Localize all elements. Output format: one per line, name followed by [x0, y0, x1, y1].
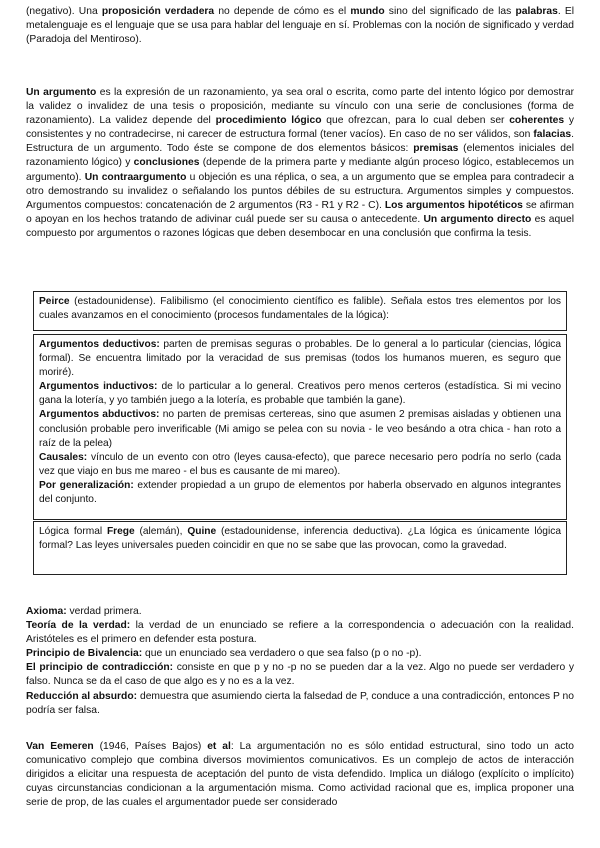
truth-theory-definition: Teoría de la verdad: la verdad de un enunciado se refiere a la correspondencia o adecuación con la realidad. Aristóteles es el primero en defender esta postura.: [26, 620, 574, 646]
peirce-box: [33, 291, 567, 331]
inductive-item: Argumentos inductivos: de lo particular a lo general. Creativos pero menos certeros (estadística. Si mi vecino gana la lotería, y yo también juego a la lotería, es probable que también la gane).: [39, 381, 561, 407]
van-eemeren-paragraph: [26, 740, 574, 810]
bivalence-definition: Principio de Bivalencia: que un enunciado sea verdadero o que sea falso (p o no -p).: [26, 648, 422, 660]
peirce-text: Peirce (estadounidense). Falibilismo (el conocimiento científico es falible). Señala estos tres elementos por los cuales avanzamos en el conocimiento (procesos fundamentales de la lógica):: [39, 296, 561, 322]
formal-logic-text: Lógica formal Frege (alemán), Quine (estadounidense, inferencia deductiva). ¿La lógica es únicamente lógica formal? Las leyes universales pueden coincidir en que no se sabe que las provocan, como la gravedad.: [39, 526, 561, 552]
argument-paragraph: [26, 86, 574, 241]
intro-paragraph: [26, 5, 574, 47]
formal-logic-box: [33, 521, 567, 575]
contradiction-definition: El principio de contradicción: consiste en que p y no -p no se pueden dar a la vez. Algo no puede ser verdadero y falso. Nunca se da el caso de que algo es y no es a la vez.: [26, 662, 574, 688]
van-eemeren-text: Van Eemeren (1946, Países Bajos) et al: La argumentación no es sólo entidad estructural, sino todo un acto comunicativo complejo que combina diversos movimientos comunicativos. Es un complejo de actos de interacción dirigidos a elicitar una respuesta de aceptación del punto de vista defendido. Implica un diálogo (explícito o implícito) cuyas circunstancias condicionan a la argumentación misma. Como actividad racional que es, implica proponer una serie de prop, de las cuales el argumentador puede ser considerado: [26, 741, 574, 809]
argument-text: Un argumento es la expresión de un razonamiento, ya sea oral o escrita, como parte del intento lógico por demostrar la validez o invalidez de una tesis o proposición, mediante su vínculo con una serie de conclusiones (forma de razonamiento). La validez depende del procedimiento lógico que ofrezcan, para lo cual deben ser coherentes y consistentes y no contradecirse, ni carecer de estructura formal (tener vacíos). En caso de no ser válidos, son falacias. Estructura de un argumento. Todo éste se compone de dos elementos básicos: premisas (elementos iniciales del razonamiento lógico) y conclusiones (depende de la primera parte y mediante algún proceso lógico, establecemos un argumento). Un contraargumento u objeción es una réplica, o sea, a un argumento que se emplea para contradecir a otro demostrando su invalidez o señalando los puntos débiles de su estructura. Argumentos simples y compuestos. Argumentos compuestos: concatenación de 2 argumentos (R3 - R1 y R2 - C). Los argumentos hipotéticos se afirman o apoyan en los hechos tratando de adivinar cuál puede ser su causa o antecedente. Un argumento directo es aquel compuesto por argumentos o razones lógicas que deben desembocar en una conclusión que confirma la tesis.: [26, 87, 574, 239]
definitions-section: [26, 605, 574, 718]
deductive-item: Argumentos deductivos: parten de premisas seguras o probables. De lo general a lo particular (ciencias, lógica formal). Se encuentra limitado por la veracidad de sus premisas (todos los humanos mueren, es seguro que moriré).: [39, 339, 561, 379]
causal-item: Causales: vínculo de un evento con otro (leyes causa-efecto), que parece necesario pero podría no serlo (cada vez que viajo en bus me mareo - el bus es causante de mi mareo).: [39, 451, 561, 477]
intro-text: (negativo). Una proposición verdadera no depende de cómo es el mundo sino del significado de las palabras. El metalenguaje es el lenguaje que se usa para hablar del lenguaje en sí. Problemas con la noción de significado y verdad (Paradoja del Mentiroso).: [26, 6, 574, 46]
abductive-item: Argumentos abductivos: no parten de premisas certereas, sino que asumen 2 premisas aisladas y obtienen una conclusión probable pero inverificable (Mi amigo se pelea con su novia - le veo besándo a otra chica - han roto a raíz de la pelea): [39, 409, 562, 449]
axioma-definition: Axioma: verdad primera.: [26, 606, 142, 617]
generalization-item: Por generalización: extender propiedad a un grupo de elementos por haberla observado en algunos integrantes del conjunto.: [39, 479, 561, 506]
absurd-reduction-definition: Reducción al absurdo: demuestra que asumiendo cierta la falsedad de P, conduce a una contradicción, entonces P no podría ser falsa.: [26, 690, 575, 716]
argument-types-box: [33, 334, 567, 520]
